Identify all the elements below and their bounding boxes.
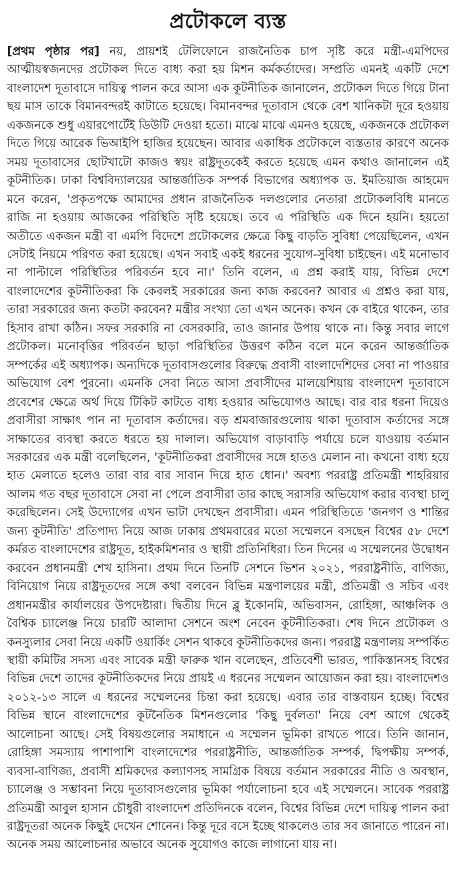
- paragraph-text: নয়, প্রায়শই টেলিফোনে রাজনৈতিক চাপ সৃষ্টি করে মন্ত্রী-এমপিদের আত্মীয়স্বজনদের প্রটোকল দিতে বাধ্য করা হয় মিশন কর্মকর্তাদের। সম্প্রতি এমনই একটি দেশে বাংলাদেশ দূতাবাসে দায়িত্ব পালন করে আসা এক কূটনীতিক জানালেন, প্রটোকল দিতে গিয়ে টানা ছয় মাস তাকে বিমানবন্দরই কাটাতে হয়েছে। বিমানবন্দর দূতাবাস থেকে বেশ খানিকটা দূরে হওয়ায় একজনকে শুধু এয়ারপোর্টেই ডিউটি দেওয়া হতো। মাঝে মাঝে এমনও হয়েছে, একজনকে প্রটোকল দিতে গিয়ে আরেক ভিআইপি হাজির হয়েছেন। আবার একাধিক প্রটোকলে ব্যস্ততার কারণে অনেক সময় দূতাবাসের ছোটখাটো কাজও স্বয়ং রাষ্ট্রদূতকেই করতে হয়েছে এমন কথাও জানালেন এই কূটনীতিক। ঢাকা বিশ্ববিদ্যালয়ের আন্তর্জাতিক সম্পর্ক বিভাগের অধ্যাপক ড. ইমতিয়াজ আহমেদ মনে করেন, 'প্রকৃতপক্ষে আমাদের প্রধান রাজনৈতিক দলগুলোর নেতারা প্রটোকলবিধি মানতে রাজি না হওয়ায় আজকের পরিস্থিতি সৃষ্টি হয়েছে। তবে এ পরিস্থিতি এক দিনে হয়নি। হয়তো অতীতে একজন মন্ত্রী বা এমপি বিদেশে প্রটোকলের ক্ষেত্রে কিছু বাড়তি সুবিধা পেয়েছিলেন, এখন সেটাই নিয়মে পরিণত করা হয়েছে। এখন সবাই একই ধরনের সুযোগ-সুবিধা চাইছেন। এই মনোভাব না পাল্টালে পরিস্থিতির পরিবর্তন হবে না।' তিনি বলেন, এ প্রশ্ন করাই যায়, বিভিন্ন দেশে বাংলাদেশের কূটনীতিকরা কি কেবলই সরকারের জন্য কাজ করবেন? আবার এ প্রশ্নও করা যায়, তারা সরকারের জন্য কতটা করবেন? মন্ত্রীর সংখ্যা তো এখন অনেক। কখন কে বাইরে থাকেন, তার হিসাব রাখা কঠিন। সফর সরকারি না বেসরকারি, তাও জানার উপায় থাকে না। কিন্তু সবার লাগে প্রটোকল। মনোবৃত্তির পরিবর্তন ছাড়া পরিস্থিতির উত্তরণ কঠিন বলে মনে করেন আন্তর্জাতিক সম্পর্কের এই অধ্যাপক। অন্যদিকে দূতাবাসগুলোর বিরুদ্ধে প্রবাসী বাংলাদেশিদের সেবা না পাওয়ার অভিযোগ বেশ পুরনো। এমনকি সেবা নিতে আসা প্রবাসীদের মালয়েশিয়ায় বাংলাদেশ দূতাবাসে প্রবেশের ক্ষেত্রে অর্থ দিয়ে টিকিট কাটতে বাধ্য হওয়ার অভিযোগও আছে। বার বার ধরনা দিয়েও প্রবাসীরা সাক্ষাৎ পান না দূতাবাস কর্তাদের। বড় শ্রমবাজারগুলোয় থাকা দূতাবাস কর্তাদের সঙ্গে সাক্ষাতের ব্যবস্থা করতে ধরতে হয় দালাল। অভিযোগ বাড়াবাড়ি পর্যায়ে চলে যাওয়ায় বর্তমান সরকারের এক মন্ত্রী বলেছিলেন, 'কূটনীতিকরা প্রবাসীদের সঙ্গে হাতও মেলান না। কখনো বাধ্য হয়ে হাত মেলাতে হলেও তারা বার বার সাবান দিয়ে হাত ধোন।' অবশ্য পররাষ্ট্র প্রতিমন্ত্রী শাহরিয়ার আলম গত বছর দূতাবাসে সেবা না পেলে প্রবাসীরা তার কাছে সরাসরি অভিযোগ করার ব্যবস্থা চালু করেছিলেন। সেই উদ্যোগের এখন ভাটা দেখছেন প্রবাসীরা। এমন পরিস্থিতিতে 'জনগণ ও শান্তির জন্য কূটনীতি' প্রতিপাদ্য নিয়ে আজ ঢাকায় প্রথমবারের মতো সম্মেলনে বসছেন বিশ্বের ৫৮ দেশে কর্মরত বাংলাদেশের রাষ্ট্রদূত, হাইকমিশনার ও স্থায়ী প্রতিনিধিরা। তিন দিনের এ সম্মেলনের উদ্বোধন করবেন প্রধানমন্ত্রী শেখ হাসিনা। প্রথম দিনে তিনটি সেশনে ভিশন ২০২১, পররাষ্ট্রনীতি, বাণিজ্য, বিনিয়োগ নিয়ে রাষ্ট্রদূতদের সঙ্গে কথা বলবেন বিভিন্ন মন্ত্রণালয়ের মন্ত্রী, প্রতিমন্ত্রী ও সচিব এবং প্রধানমন্ত্রীর কার্যালয়ের উপদেষ্টারা। দ্বিতীয় দিনে ব্লু ইকোনমি, অভিবাসন, রোহিঙ্গা, আঞ্চলিক ও বৈশ্বিক চ্যালেঞ্জ নিয়ে চারটি আলাদা সেশনে অংশ নেবেন কূটনীতিকরা। শেষ দিনে প্রটোকল ও কনস্যুলার সেবা নিয়ে একটি ওয়ার্কিং সেশন থাকবে কূটনীতিকদের জন্য। পররাষ্ট্র মন্ত্রণালয় সম্পর্কিত স্থায়ী কমিটির সদস্য এবং সাবেক মন্ত্রী ফারুক খান বলেছেন, প্রতিবেশী ভারত, পাকিস্তানসহ বিশ্বের বিভিন্ন দেশে তাদের কূটনীতিকদের নিয়ে প্রায়ই এ ধরনের সম্মেলন আয়োজন করা হয়। বাংলাদেশও ২০১২-১৩ সালে এ ধরনের সম্মেলনের চিন্তা করা হয়েছে। এবার তার বাস্তবায়ন হচ্ছে। বিশ্বের বিভিন্ন স্থানে বাংলাদেশের কূটনৈতিক মিশনগুলোর 'কিছু দুর্বলতা' নিয়ে বেশ আগে থেকেই আলোচনা আছে। সেই বিষয়গুলোর সমাধানে এ সম্মেলন ভূমিকা রাখতে পারে। তিনি জানান, রোহিঙ্গা সমস্যায় পাশাপাশি বাংলাদেশের পররাষ্ট্রনীতি, আন্তর্জাতিক সম্পর্ক, দ্বিপক্ষীয় সম্পর্ক, ব্যবসা-বাণিজ্য, প্রবাসী শ্রমিকদের কল্যাণসহ সামগ্রিক বিষয়ে বর্তমান সরকারের নীতি ও অবস্থান, চ্যালেঞ্জ ও সম্ভাবনা নিয়ে দূতাবাসগুলোর ভূমিকা পর্যালোচনা হবে এই সম্মেলনে। সাবেক পররাষ্ট্র প্রতিমন্ত্রী আবুল হাসান চৌধুরী বাংলাদেশ প্রতিদিনকে বলেন, বিশ্বের বিভিন্ন দেশে দায়িত্ব পালন করা রাষ্ট্রদূতরা অনেক কিছুই দেখেন শোনেন। কিন্তু দূরে বসে ইচ্ছে থাকলেও তার সব জানাতে পারেন না। অনেক সময় আলোচনার অভাবে অনেক সুযোগও কাজে লাগানো যায় না।: [7, 44, 449, 852]
- continuation-label: [প্রথম পৃষ্ঠার পর]: [7, 44, 100, 58]
- article-headline: প্রটোকলে ব্যস্ত: [169, 9, 287, 33]
- article-paragraph: [7, 42, 449, 854]
- article-body: [7, 42, 449, 854]
